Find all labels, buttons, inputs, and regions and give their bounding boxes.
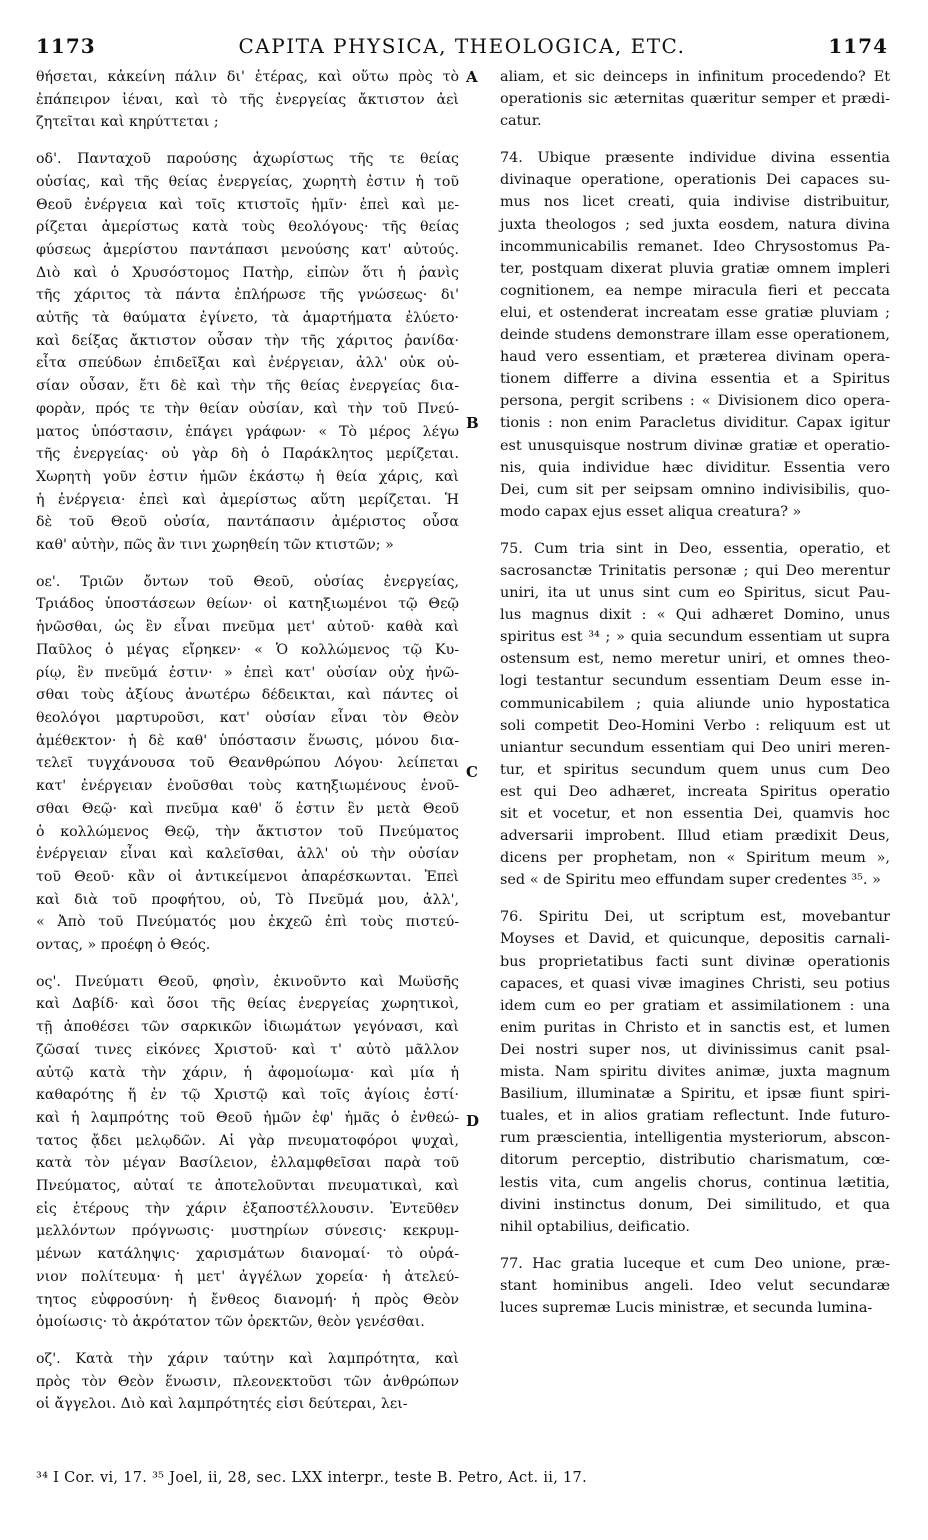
latin-line: est qui Deo adhæret, increata Spiritus operatio [500,783,890,800]
latin-line: tionem differre a divina essentia et a Spiritus [500,371,890,388]
margin-marker-d: D [466,1112,480,1130]
running-title: CAPITA PHYSICA, THEOLOGICA, ETC. [238,34,686,58]
latin-line: elui, et ostenderat increatam esse gratiæ pluviam ; [500,304,890,321]
latin-line: mus nos licet creati, quia indivise distribuitur, [500,194,890,211]
greek-line: Τριάδος ὑποστάσεων θείων· οἱ κατηξιωμένοι τῷ Θεῷ [36,596,459,613]
latin-line: catur. [500,113,542,130]
latin-line: sacrosanctæ Trinitatis personæ ; qui Deo merentur [500,562,890,579]
latin-line: adversarii improbent. Illud etiam prædixit Deus, [500,828,890,845]
greek-line: ὁ κολλώμενος Θεῷ, τὴν ἄκτιστον τοῦ Πνεύματος [36,823,459,840]
greek-line: οἱ ἄγγελοι. Διὸ καὶ λαμπρότητές εἰσι δεύτεραι, λει- [36,1396,408,1413]
greek-line: καὶ ἡ λαμπρότης τοῦ Θεοῦ ἡμῶν ἐφ' ἡμᾶς ὁ ἐνθεώ- [36,1109,459,1126]
greek-line: νιον πολίτευμα· ἡ μετ' ἀγγέλων χορεία· ἡ ἀτελεύ- [36,1268,459,1285]
greek-line: θεολόγοι μαρτυροῦσι, κατ' οὐσίαν εἶναι τὸν Θεὸν [36,709,459,726]
latin-line: Moyses et David, et quicunque, depositis carnali- [500,931,890,948]
latin-line: ter, postquam dixerat pluvia gratiæ omnem impleri [500,260,890,277]
latin-line: ostensum est, nemo meretur uniri, et omnes theo- [500,651,890,668]
greek-line: φύσεως ἀμερίστου παντάπασι μενούσης κατ' αὐτούς. [36,241,459,258]
margin-marker-a: A [466,68,478,86]
greek-line: τελεῖ τυγχάνουσα τοῦ Θεανθρώπου Λόγου· λείπεται [36,755,459,772]
latin-line: haud vero essentiam, et præterea divinam opera- [500,349,890,366]
greek-line: ἡνῶσθαι, ὡς ἓν εἶναι πνεῦμα μετ' αὐτοῦ· καθὰ καὶ [36,619,459,636]
latin-line: mista. Nam spiritu divites animæ, juxta magnum [500,1064,890,1081]
latin-line: uniantur secundum essentiam qui Deo uniri meren- [500,739,890,756]
latin-line: 75. Cum tria sint in Deo, essentia, operatio, et [500,540,890,557]
greek-line: σίαν οὖσαν, ἔτι δὲ καὶ τὴν τῆς θείας ἐνεργείας δια- [36,378,459,395]
margin-marker-b: B [466,414,479,432]
latin-line: persona, pergit scribens : « Divisionem dico opera- [500,393,890,410]
greek-line: θήσεται, κἀκείνη πάλιν δι' ἑτέρας, καὶ οὕτω πρὸς τὸ [36,69,459,85]
greek-line: καὶ διὰ τοῦ προφήτου, οὐ, Τὸ Πνεῦμά μου, ἀλλ', [36,891,459,908]
greek-line: κατὰ τὸν μέγαν Βασίλειον, ἐλλαμφθεῖσαι παρὰ τοῦ [36,1155,459,1172]
latin-paragraph [500,906,890,1237]
latin-line: est unusquisque nostrum divinæ gratiæ et operatio- [500,437,890,454]
footnotes: ³⁴ I Cor. vi, 17. ³⁵ Joel, ii, 28, sec. LXX interpr., teste B. Petro, Act. ii, 17. [36,1470,587,1486]
latin-line: luces supremæ Lucis ministræ, et secunda lumina- [500,1299,873,1316]
greek-line: ἐπάπειρον ἰέναι, καὶ τὸ τῆς ἐνεργείας ἄκτιστον ἀεὶ [36,91,459,108]
greek-line: καὶ δείξας ἄκτιστον οὖσαν τὴν τῆς χάριτος ῥανίδα· [36,332,459,349]
latin-line: spiritus est ³⁴ ; » quia secundum essentiam ut supra [500,629,890,646]
latin-line: incommunicabilis remanet. Ideo Chrysostomus Pa- [500,238,890,255]
greek-line: δὲ τοῦ Θεοῦ οὐσία, παντάπασιν ἀμέριστος οὖσα [36,514,459,531]
latin-line: Dei nostri super nos, ut divinissimus canit psal- [500,1041,890,1058]
greek-line: εἰς ἑτέρους τὴν χάριν ἐξαποστέλλουσιν. Ἐντεῦθεν [36,1200,459,1217]
greek-line: ἀμέθεκτον· ἡ δὲ καθ' ὑπόστασιν ἕνωσις, μόνου δια- [36,732,459,749]
latin-line: nihil optabilius, deificatio. [500,1218,690,1235]
greek-paragraph [36,571,459,957]
greek-line: τοῦ Θεοῦ· κἂν οἱ ἀντικείμενοι ἀπαρέσκωνται. Ἐπεὶ [36,868,459,885]
latin-line: juxta theologos ; sed juxta eosdem, natura divina [500,216,890,233]
latin-line: cognitionem, ea nempe miracula fieri et peccata [500,282,890,299]
page-number-right: 1174 [828,34,888,58]
latin-line: aliam, et sic deinceps in infinitum procedendo? Et [500,69,890,85]
latin-line: enim puritas in Christo et in sanctis est, et lumen [500,1019,890,1036]
greek-line: ματος ὑπόστασιν, ἐπάγει γράφων· « Τὸ μέρος λέγω [36,423,459,440]
greek-line: τητος εὐφροσύνη· ἡ ἔνθεος διανομή· ἡ πρὸς Θεὸν [36,1291,459,1308]
greek-line: τῆς χάριτος τὰ πάντα ἐπλήρωσε τῆς γνώσεως· δι' [36,287,459,304]
greek-paragraph [36,1348,459,1416]
latin-line: communicabilem ; quia aliunde unio hypostatica [500,695,890,712]
latin-paragraph [500,1253,890,1319]
greek-line: πρὸς τὸν Θεὸν ἕνωσιν, πλεονεκτοῦσι τῶν ἀνθρώπων [36,1373,459,1390]
latin-paragraph [500,147,890,523]
latin-line: divinaque operatione, operationis Dei capaces su- [500,172,890,189]
greek-line: ὁμοίωσις· τὸ ἀκρότατον τῶν ὀρεκτῶν, θεὸν γενέσθαι. [36,1314,425,1331]
greek-line: σθαι Θεῷ· καὶ πνεῦμα καθ' ὅ ἐστιν ἓν μετὰ Θεοῦ [36,800,459,817]
page-header [36,34,888,60]
latin-line: dicens per prophetam, non « Spiritum meum », [500,850,890,867]
greek-line: ἐνέργειαν εἶναι καὶ καλεῖσθαι, ἀλλ' οὐ τὴν οὐσίαν [36,846,459,863]
greek-paragraph [36,148,459,557]
latin-line: modo capax ejus esset aliqua creatura? » [500,503,802,520]
latin-line: rum præscientia, intelligentia mysteriorum, abscon- [500,1130,890,1147]
greek-line: εἶτα σπεύδων ἐπιδεῖξαι καὶ ἐνέργειαν, ἀλλ' οὐκ οὐ- [36,355,459,372]
latin-line: tuales, et in alios gratiam reflectunt. Inde futuro- [500,1108,890,1125]
greek-line: αὐτῆς τὰ θαύματα ἐγίνετο, τὰ ἁμαρτήματα ἐλύετο· [36,310,459,327]
latin-line: soli competit Deo-Homini Verbo : reliquum est ut [500,717,890,734]
greek-line: Διὸ καὶ ὁ Χρυσόστομος Πατὴρ, εἰπὼν ὅτι ἡ ῥανὶς [36,264,459,281]
latin-line: tionis : non enim Paracletus dividitur. Capax igitur [500,415,890,432]
greek-line: « Ἀπὸ τοῦ Πνεύματός μου ἐκχεῶ ἐπὶ τοὺς πιστεύ- [36,914,459,931]
greek-line: ζητεῖται καὶ κηρύττεται ; [36,114,219,131]
greek-line: τατος ᾄδει μελῳδῶν. Αἱ γὰρ πνευματοφόροι ψυχαὶ, [36,1132,459,1149]
greek-line: ος'. Πνεύματι Θεοῦ, φησὶν, ἐκινοῦντο καὶ Μωϋσῆς [36,973,459,990]
greek-line: οε'. Τριῶν ὄντων τοῦ Θεοῦ, οὐσίας ἐνεργείας, [36,573,459,590]
greek-text-column [36,66,459,1430]
greek-line: ζῶσαί τινες εἰκόνες Χριστοῦ· καὶ τ' αὐτὸ μᾶλλον [36,1041,459,1058]
latin-line: operationis sic æternitas quæritur semper et prædi- [500,91,890,108]
greek-line: οὐσίας, καὶ τῆς θείας ἐνεργείας, χωρητὴ ἐστιν ἡ τοῦ [36,173,459,190]
latin-line: Dei, cum sit per seipsam omnino indivisibilis, quo- [500,481,890,498]
latin-line: 77. Hac gratia luceque et cum Deo unione, præ- [500,1255,890,1272]
latin-line: 76. Spiritu Dei, ut scriptum est, movebantur [500,909,890,926]
margin-marker-c: C [466,763,478,781]
greek-paragraph [36,971,459,1334]
greek-line: ρίῳ, ἓν πνεῦμά ἐστιν· » ἐπεὶ κατ' οὐσίαν οὐχ ἠνῶ- [36,664,459,681]
latin-line: ditorum perceptio, distributio charismatum, cœ- [500,1152,890,1169]
latin-line: stant hominibus angeli. Ideo velut secundaræ [500,1277,890,1294]
greek-line: φορὰν, πρός τε τὴν θείαν οὐσίαν, καὶ τὴν τοῦ Πνεύ- [36,400,459,417]
greek-line: ἡ ἐνέργεια· ἐπεὶ καὶ ἀμερίστως αὕτη μερίζεται. Ἡ [36,491,459,508]
latin-line: lus magnus dixit : « Qui adhæret Domino, unus [500,607,890,624]
greek-line: μένων κατάληψις· χαρισμάτων διανομαί· τὸ οὐρά- [36,1246,459,1263]
latin-line: deinde studens demonstrare illam esse operationem, [500,327,890,344]
greek-line: καθαρότης ἥ ἐν τῷ Χριστῷ καὶ τοῖς ἁγίοις ἐστί· [36,1087,459,1104]
latin-line: bus proprietatibus facti sunt divinæ operationis [500,953,890,970]
latin-line: Basilium, illuminatæ a Spiritu, et ipsæ fiunt spiri- [500,1086,890,1103]
greek-line: καὶ Δαβίδ· καὶ ὅσοι τῆς θείας ἐνεργείας χωρητικοὶ, [36,996,459,1013]
greek-line: Πνεύματος, αὐταί τε ἀποτελοῦνται πνευματικαὶ, καὶ [36,1178,459,1195]
greek-line: ρίζεται ἀμερίστως κατὰ τοὺς θεολόγους· τῆς θείας [36,219,459,236]
greek-line: οδ'. Πανταχοῦ παρούσης ἀχωρίστως τῆς τε θείας [36,151,459,168]
greek-line: σθαι τοὺς ἀξίους ἀνωτέρω δέδεικται, καὶ πάντες οἱ [36,687,459,704]
latin-line: capaces, et quasi vivæ imagines Christi, seu potius [500,975,890,992]
latin-line: logi testantur secundum essentiam Deum esse in- [500,673,890,690]
greek-line: καθ' αὑτὴν, πῶς ἂν τινι χωρηθείη τῶν κτιστῶν; » [36,537,394,554]
greek-line: μελλόντων πρόγνωσις· μυστηρίων σύνεσις· κεκρυμ- [36,1223,459,1240]
greek-line: αὐτῷ κατὰ τὴν χάριν, ἡ ἀφομοίωμα· καὶ μία ἡ [36,1064,459,1081]
latin-paragraph [500,538,890,892]
page-number-left: 1173 [36,34,96,58]
latin-line: uniri, ita ut unus sint cum eo Spiritus, sicut Pau- [500,585,890,602]
latin-line: sit et vocetur, et non essentia Dei, quamvis hoc [500,806,890,822]
greek-line: οντας, » προέφη ὁ Θεός. [36,937,211,954]
latin-line: 74. Ubique præsente individue divina essentia [500,150,890,167]
greek-line: τῆς ἐνεργείας· οὐ γὰρ δὴ ὁ Παράκλητος μερίζεται. [36,446,459,463]
greek-line: κατ' ἐνέργειαν ἑνοῦσθαι τοὺς κατηξιωμένους ἑνοῦ- [36,778,459,795]
greek-paragraph [36,66,459,134]
greek-line: Παῦλος ὁ μέγας εἴρηκεν· « Ὁ κολλώμενος τῷ Κυ- [36,641,459,658]
latin-paragraph [500,66,890,132]
greek-line: οζ'. Κατὰ τὴν χάριν ταύτην καὶ λαμπρότητα, καὶ [36,1350,459,1367]
latin-line: divini instinctus donum, Dei similitudo, et qua [500,1196,890,1213]
latin-line: lestis vita, cum angelis chorus, continua lætitia, [500,1174,890,1191]
latin-line: idem cum eo per gratiam et assimilationem : una [500,997,890,1014]
greek-line: Θεοῦ ἐνέργεια καὶ τοῖς κτιστοῖς ἡμῖν· ἐπεὶ καὶ με- [36,196,459,213]
latin-line: nis, quia individue hæc dividitur. Essentia vero [500,459,890,476]
greek-line: Χωρητὴ γοῦν ἐστιν ἡμῶν ἑκάστῳ ἡ θεία χάρις, καὶ [36,468,459,485]
latin-line: tur, et spiritus secundum quem unus cum Deo [500,761,890,778]
latin-text-column [500,66,890,1334]
latin-line: sed « de Spiritu meo effundam super credentes ³⁵. » [500,872,881,889]
greek-line: τῇ ἀποθέσει τῶν σαρκικῶν ἰδιωμάτων γεγόνασι, καὶ [36,1019,459,1036]
